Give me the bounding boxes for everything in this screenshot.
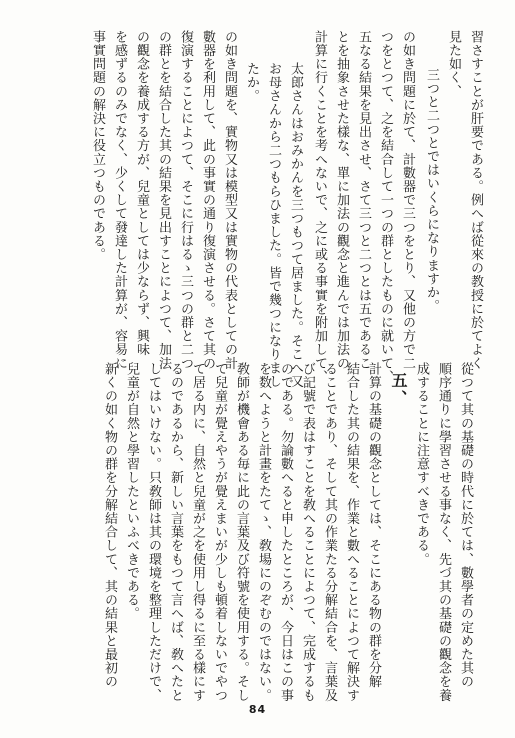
text-column: るのであるから、新しい言葉をもつて言へば、敎へたと [168,362,183,702]
text-column: 計算の基礎の觀念としては、そこにある物の群を分解 [366,362,381,689]
text-column: の如き問題を、實物又は模型又は實物の代表としての計 [222,30,237,370]
text-column: の觀念を養成する方が、兒童としては少ならず、興味 [134,30,149,357]
text-column: て兒童が覺えやうが覺えまいが少しも頓着しないでやつ [212,362,227,702]
text-column: つをとつて、之を結合して一つの群としたものに就いて、 [378,30,393,384]
section-heading: 五、 [389,372,408,408]
text-column: お母さんから二つもらひました。皆で幾つになりまし [266,62,281,389]
text-column: 計算に行くことを考へないで、之に或る事實を附加して、 [312,30,327,384]
text-column: の如き問題に於て、計數器で三つをとり、又他の方で二 [400,30,415,370]
text-column: 兒童が自然と學習したといふべきである。 [124,362,139,621]
text-column: 新くの如く物の群を分解結合して、其の結果と最初の [102,362,117,689]
text-column: 結合した其の結果を、作業と數へることによつて解決す [344,362,359,702]
text-column: を数へようと計畫をたてゝ、敎場にのぞむのではない。 [256,362,271,702]
text-column: のである。勿論數へると申したところが、今日はこの事 [278,362,293,702]
text-column: 順序通りに學習させる事なく、先づ其の基礎の觀念を養 [436,362,451,702]
text-column: してはいけない。只敎師は其の環境を整理しただけで、 [146,362,161,702]
text-column: ることであり、そして其の作業たる分解結合を、言葉及 [322,362,337,702]
text-column: 敎師が機會ある毎に此の言葉及び符號を使用する。そし [234,362,249,702]
text-column: を感ずるのみでなく、少くして發達した計算が、容易に [112,30,127,370]
text-column: の群とを結合した其の結果を見出すことによつて、加法 [156,30,171,370]
text-column: 習さすことが肝要である。例へば從來の教授に於てよく [468,30,483,370]
text-column: び記號で表はすことを敎へることによつて、完成するも [300,362,315,702]
text-column: 成することに注意すべきである。 [414,362,429,566]
page-number: 84 [248,703,267,716]
text-column: 數器を利用して、此の事實の通り復演させる。さて其の [200,30,215,370]
text-column: 復演することによつて、そこに行はるゝ三つの群と二つ [178,30,193,370]
text-column: 三つと二つとではいくらになりますか。 [424,68,439,313]
text-column: 從つて其の基礎の時代に於ては、數學者の定めた其の [458,362,473,689]
text-column: 太郎さんはおみかんを三つもつて居ました。そこへ又 [288,62,303,389]
text-column: 五なる結果を見出させ、さて三つと二つとは五であるこ [356,30,371,370]
text-column: 見た如く、 [446,30,461,98]
text-column: とを抽象させた樣な、單に加法の觀念と進んでは加法の [334,30,349,370]
text-column: て居る内に、自然と兒童が之を使用し得るに至る樣にす [190,362,205,702]
text-column: たか。 [244,62,259,103]
text-column: 事實問題の解決に役立つものである。 [90,30,105,262]
